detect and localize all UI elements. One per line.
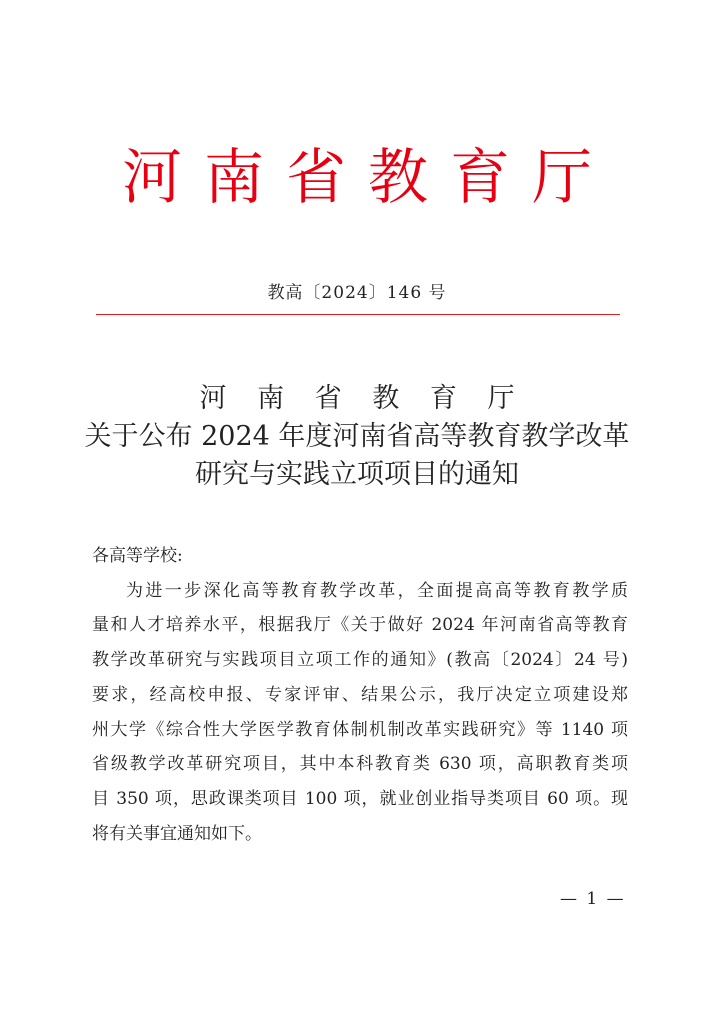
paragraph-line: 目 350 项，思政课类项目 100 项，就业创业指导类项目 60 项。现: [92, 788, 628, 809]
paragraph-line: 为进一步深化高等教育教学改革，全面提高高等教育教学质: [126, 580, 628, 601]
title-line-subject: 关于公布 2024 年度河南省高等教育教学改革: [84, 421, 630, 452]
document-number: 教高〔2024〕146 号: [267, 283, 447, 303]
salutation: 各高等学校:: [92, 546, 183, 566]
red-divider-line: [96, 314, 620, 315]
paragraph-line: 州大学《综合性大学医学教育体制机制改革实践研究》等 1140 项: [92, 719, 628, 740]
paragraph-line: 量和人才培养水平，根据我厅《关于做好 2024 年河南省高等教育: [92, 615, 628, 636]
notice-title: [0, 380, 714, 494]
title-line-issuer: 河 南 省 教 育 厅: [199, 383, 526, 414]
paragraph-line: 将有关事宜通知如下。: [92, 823, 262, 844]
paragraph-line: 省级教学改革研究项目，其中本科教育类 630 项，高职教育类项: [92, 754, 628, 775]
paragraph-line: 要求，经高校申报、专家评审、结果公示，我厅决定立项建设郑: [92, 684, 628, 705]
title-line-subject-cont: 研究与实践立项项目的通知: [195, 459, 519, 490]
body-paragraph: [92, 574, 628, 852]
page-number: — 1 —: [560, 889, 626, 909]
masthead-title: 河南省教育厅: [122, 143, 614, 213]
notice-body: [92, 539, 628, 851]
paragraph-line: 教学改革研究与实践项目立项工作的通知》(教高〔2024〕24 号): [92, 650, 628, 671]
